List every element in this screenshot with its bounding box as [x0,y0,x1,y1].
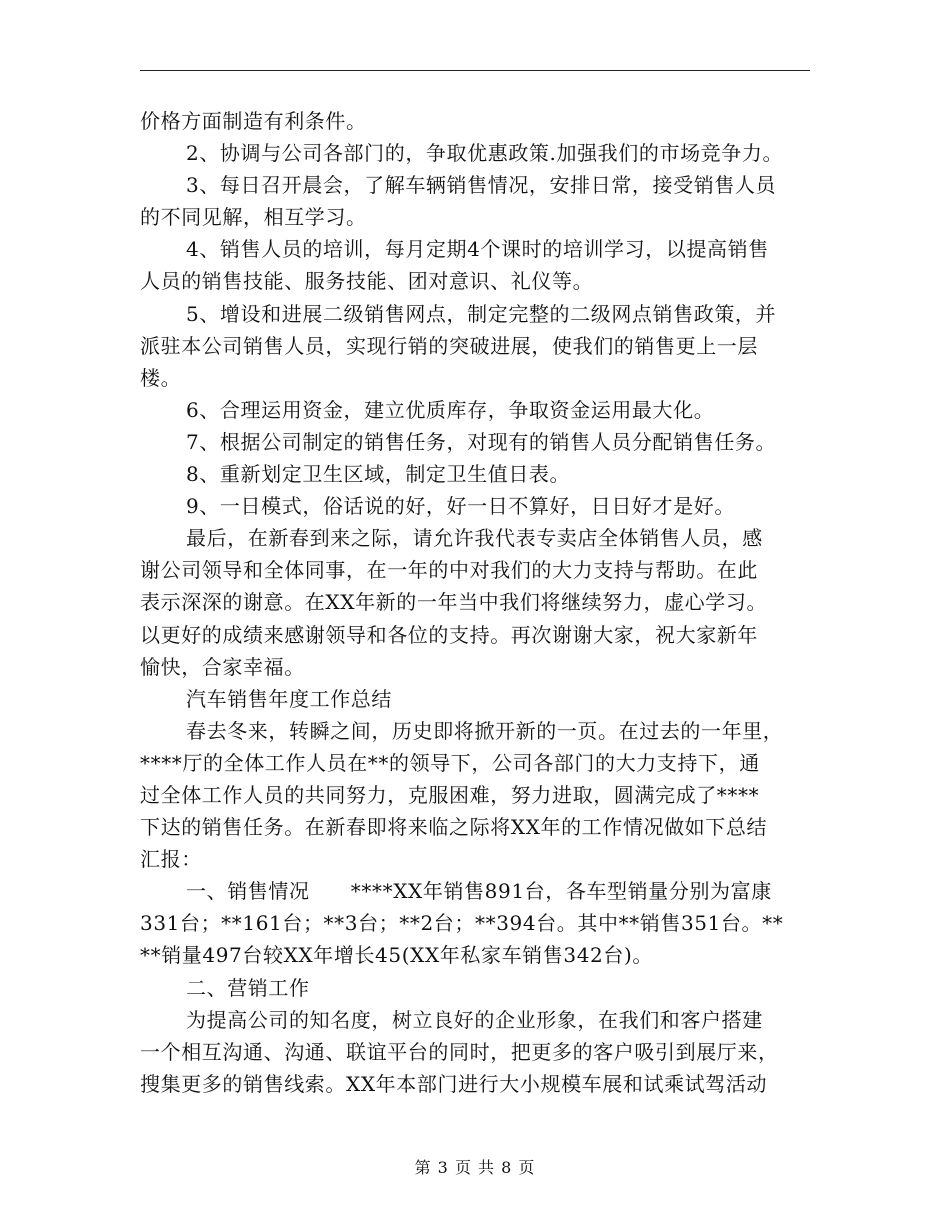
text-line: 3、每日召开晨会，了解车辆销售情况，安排日常，接受销售人员 [186,173,777,198]
text-line: 的不同见解，相互学习。 [140,205,367,230]
text-line: 6、合理运用资金，建立优质库存，争取资金运用最大化。 [186,397,715,422]
text-line: 下达的销售任务。在新春即将来临之际将XX年的工作情况做如下总结 [140,815,768,840]
text-line: 最后，在新春到来之际，请允许我代表专卖店全体销售人员，感 [186,526,763,551]
text-line: 楼。 [140,365,182,390]
text-line: 为提高公司的知名度，树立良好的企业形象，在我们和客户搭建 [186,1007,763,1032]
header-rule [140,70,810,71]
text-line: **销量497台较XX年增长45(XX年私家车销售342台)。 [140,943,653,968]
text-line: 2、协调与公司各部门的，争取优惠政策.加强我们的市场竞争力。 [186,141,784,166]
text-line: 愉快，合家幸福。 [140,654,305,679]
text-line: 以更好的成绩来感谢领导和各位的支持。再次谢谢大家，祝大家新年 [140,622,758,647]
text-line: 表示深深的谢意。在XX年新的一年当中我们将继续努力，虚心学习。 [140,590,768,615]
section-heading: 二、营销工作 [186,975,310,1000]
text-line: 7、根据公司制定的销售任务，对现有的销售人员分配销售任务。 [186,429,777,454]
text-line: 过全体工作人员的共同努力，克服困难，努力进取，圆满完成了**** [140,782,760,807]
text-line: ****厅的全体工作人员在**的领导下，公司各部门的大力支持下，通 [140,750,760,775]
text-line: 人员的销售技能、服务技能、团对意识、礼仪等。 [140,269,594,294]
section-heading: 汽车销售年度工作总结 [186,686,392,711]
document-body [140,105,812,1100]
text-line: 汇报： [140,847,202,872]
text-line: 价格方面制造有利条件。 [140,109,367,133]
text-line: 8、重新划定卫生区域，制定卫生值日表。 [186,462,571,487]
text-line: 4、销售人员的培训，每月定期4个课时的培训学习，以提高销售 [186,237,769,262]
text-line: 派驻本公司销售人员，实现行销的突破进展，使我们的销售更上一层 [140,333,758,358]
text-line: 一个相互沟通、沟通、联谊平台的同时，把更多的客户吸引到展厅来， [140,1039,779,1064]
text-line: 谢公司领导和全体同事，在一年的中对我们的大力支持与帮助。在此 [140,558,758,583]
text-line: 9、一日模式，俗话说的好，好一日不算好，日日好才是好。 [186,494,735,519]
page-number-footer: 第 3 页 共 8 页 [414,1158,536,1177]
text-line: 搜集更多的销售线索。XX年本部门进行大小规模车展和试乘试驾活动 [140,1071,768,1096]
text-line: 一、销售情况 ****XX年销售891台，各车型销量分别为富康 [186,879,772,904]
text-line: 5、增设和进展二级销售网点，制定完整的二级网点销售政策，并 [186,301,777,326]
text-line: 331台；**161台；**3台；**2台；**394台。其中**销售351台。** [140,911,784,936]
text-line: 春去冬来，转瞬之间，历史即将掀开新的一页。在过去的一年里， [186,718,784,743]
